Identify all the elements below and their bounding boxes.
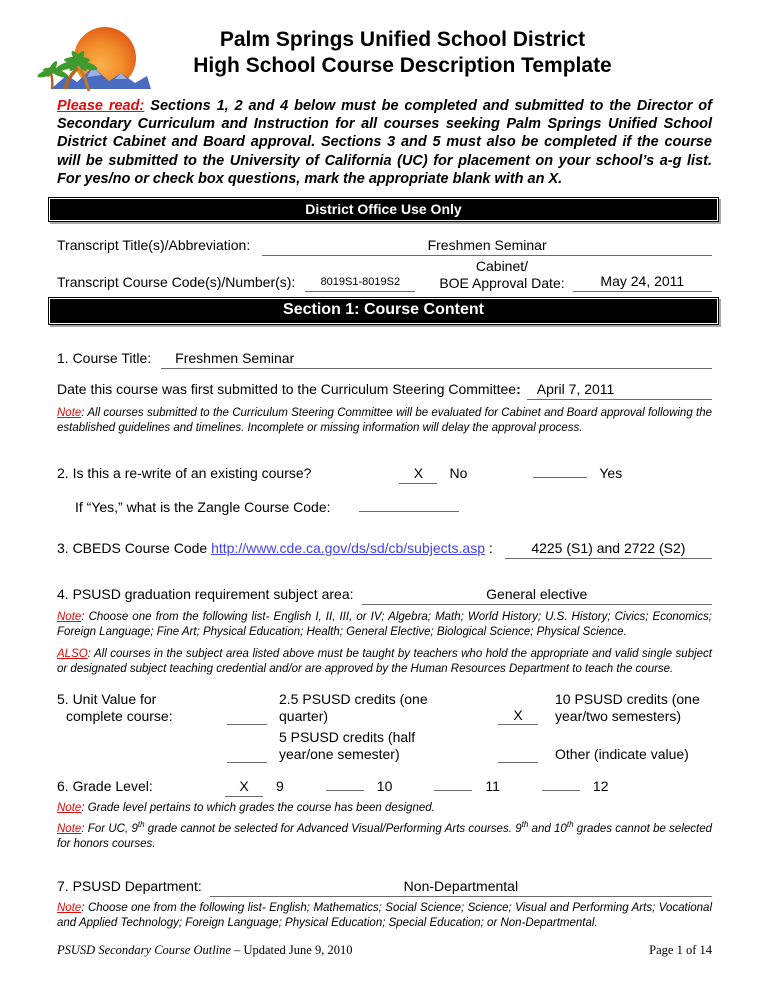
transcript-title-field xyxy=(262,236,712,256)
q4-subject-area-row xyxy=(57,585,712,605)
boe-approval-label-block xyxy=(439,258,564,292)
q4-also-text: All courses in the subject area listed above must be taught by teachers who hold the appropriate and valid single subject or designated subject teaching credential and/or are approved by the Human Resources Department to teach the course. xyxy=(57,648,712,676)
q7-note: Note: Choose one from the following list- English; Mathematics; Social Science; Science; Visual and Performing Arts; Vocational and Applied Technology; Foreign Language; Physical Education; Special Education; or Non-Departmental. xyxy=(57,902,712,930)
q1-course-title-row xyxy=(57,349,712,369)
q4-label: 4. PSUSD graduation requirement subject area: xyxy=(57,586,354,603)
section1-bar xyxy=(48,297,719,325)
q4-note-text: Choose one from the following list- English I, II, III, or IV; Algebra; Math; World History; U.S. History; Civics; Economics; Foreign Language; Fine Art; Physical Education; Health; General Elective; Biological Science; Physical Science. xyxy=(57,611,712,639)
q2-yes-blank xyxy=(533,462,587,478)
q3-cbeds-field xyxy=(505,539,712,559)
q2-zangle-row xyxy=(57,496,712,517)
note-label: Note xyxy=(57,611,82,624)
q4-note: Note: Choose one from the following list- English I, II, III, or IV; Algebra; Math; World History; U.S. History; Civics; Economics; Foreign Language; Fine Art; Physical Education; Health; General Elective; Biological Science; Physical Science. xyxy=(57,611,712,639)
date-submitted-row xyxy=(57,380,712,400)
q5-opt4-line xyxy=(498,761,538,763)
q1-course-title-field xyxy=(161,349,712,369)
q6-grade9-label: 9 xyxy=(276,778,284,795)
date-submitted-label-text: Date this course was first submitted to the Curriculum Steering Committee xyxy=(57,381,517,398)
q6-grade10-label: 10 xyxy=(376,778,393,795)
q2-yes-label: Yes xyxy=(599,465,623,482)
also-label: ALSO xyxy=(57,648,88,661)
document-title xyxy=(57,25,712,79)
q5-opt2-label: 5 PSUSD credits (half year/one semester) xyxy=(279,729,416,763)
q1-label: 1. Course Title: xyxy=(57,350,152,367)
cbeds-subjects-link[interactable]: http://www.cde.ca.gov/ds/sd/cb/subjects.asp xyxy=(211,540,485,557)
title-line-2: High School Course Description Template xyxy=(193,54,612,77)
q5-opt4-label: Other (indicate value) xyxy=(555,746,689,763)
q2-rewrite-row xyxy=(57,462,712,484)
psusd-sun-mountains-palms-logo-icon xyxy=(35,23,153,97)
q4-subject-area-field xyxy=(362,585,713,605)
q5-opt1-blank xyxy=(227,723,279,725)
boe-approval-label: BOE Approval Date: xyxy=(439,275,565,292)
q6-note1: Note: Grade level pertains to which grades the course has been designed. xyxy=(57,802,435,815)
note-text: All courses submitted to the Curriculum Steering Committee will be evaluated for Cabinet and Board approval following the established guidelines and timelines. Incomplete or missing information will delay the approval process. xyxy=(57,407,712,435)
q6-grade11-label: 11 xyxy=(485,778,500,795)
note-curriculum-committee: Note: All courses submitted to the Curriculum Steering Committee will be evaluated for Cabinet and Board approval following the established guidelines and timelines. Incomplete or missing information will delay the approval process. xyxy=(57,407,712,435)
q6-grade12-label: 12 xyxy=(592,778,609,795)
q5-label xyxy=(57,691,227,725)
q5-row-2 xyxy=(57,729,712,763)
q2-label: 2. Is this a re-write of an existing course? xyxy=(57,465,312,482)
q6-note2-text: For UC, 9th grade cannot be selected for Advanced Visual/Performing Arts courses. 9th and 10th grades cannot be selected for honors courses. xyxy=(57,820,713,851)
note-label: Note xyxy=(57,823,82,836)
transcript-title-value: Freshmen Seminar xyxy=(427,237,547,254)
q2-zangle-label: If “Yes,” what is the Zangle Course Code: xyxy=(75,499,331,516)
q5-unit-value-block xyxy=(57,691,712,763)
q5-opt3-mark: X xyxy=(513,707,523,724)
course-code-value: 8019S1-8019S2 xyxy=(320,276,401,289)
q6-note2: Note: For UC, 9th grade cannot be selected for Advanced Visual/Performing Arts courses. 9th and 10th grades cannot be selected for honors courses. xyxy=(57,820,713,851)
course-code-row xyxy=(57,258,712,292)
q3-label xyxy=(57,539,493,558)
q6-grade9-mark: X xyxy=(239,778,249,795)
q6-label: 6. Grade Level: xyxy=(57,778,153,795)
q5-row-1 xyxy=(57,691,712,725)
q5-opt3-label: 10 PSUSD credits (one year/two semesters) xyxy=(555,691,700,725)
q3-cbeds-value: 4225 (S1) and 2722 (S2) xyxy=(531,540,686,557)
q5-opt2-blank xyxy=(227,761,279,763)
q6-grade11-blank xyxy=(434,775,472,791)
q5-opt1-label: 2.5 PSUSD credits (one quarter) xyxy=(279,691,428,725)
document-header xyxy=(57,25,712,89)
q4-subject-area-value: General elective xyxy=(486,586,588,603)
q1-course-title-value: Freshmen Seminar xyxy=(175,350,295,367)
footer-left xyxy=(57,943,352,958)
date-submitted-value: April 7, 2011 xyxy=(536,381,615,398)
q7-department-value: Non-Departmental xyxy=(403,878,519,895)
section1-bar-title: Section 1: Course Content xyxy=(50,299,717,323)
note-label: Note xyxy=(57,802,82,815)
q5-opt3-line xyxy=(498,723,538,725)
boe-approval-date-field xyxy=(573,272,712,292)
title-line-1: Palm Springs Unified School District xyxy=(219,28,586,51)
q6-grade12-blank xyxy=(542,775,580,791)
q7-label: 7. PSUSD Department: xyxy=(57,878,202,895)
q7-note-text: Choose one from the following list- English; Mathematics; Social Science; Science; Visual and Performing Arts; Vocational and Applied Technology; Foreign Language; Physical Education; Special Education; or Non-Departmental. xyxy=(57,902,712,930)
q5-label-line2: complete course: xyxy=(66,708,173,725)
date-submitted-label xyxy=(57,380,521,399)
please-read-lead: Please read: xyxy=(57,98,145,114)
q4-also-note: ALSO: All courses in the subject area listed above must be taught by teachers who hold the appropriate and valid single subject or designated subject teaching credential and/or are approved by the Human Resources Department to teach the course. xyxy=(57,648,712,676)
q2-zangle-blank xyxy=(359,496,459,512)
q3-colon: : xyxy=(488,540,493,557)
q5-opt3-blank xyxy=(498,707,555,725)
q2-no-label: No xyxy=(449,465,468,482)
q2-no-blank xyxy=(399,464,437,484)
course-code-label: Transcript Course Code(s)/Number(s): xyxy=(57,274,296,291)
footer-doc-name: PSUSD Secondary Course Outline xyxy=(57,943,231,958)
cabinet-label: Cabinet/ xyxy=(475,258,529,275)
footer-page-number: Page 1 of 14 xyxy=(649,943,712,958)
date-submitted-field xyxy=(527,380,712,400)
q5-label-line1: 5. Unit Value for xyxy=(57,691,157,708)
please-read-body: Sections 1, 2 and 4 below must be completed and submitted to the Director of Secondary Curriculum and Instruction for all courses seeking Palm Springs Unified School District Cabinet and Board approval. Sections 3 and 5 must also be completed if the course will be submitted to the University of California (UC) for placement on your school’s a-g list. For yes/no or check box questions, mark the appropriate blank with an X. xyxy=(57,98,712,187)
q3-prefix: 3. CBEDS Course Code xyxy=(57,540,208,557)
transcript-title-label: Transcript Title(s)/Abbreviation: xyxy=(57,237,251,254)
date-submitted-colon: : xyxy=(516,381,521,398)
q5-opt4-blank xyxy=(498,761,555,763)
please-read-paragraph xyxy=(57,97,712,188)
q3-cbeds-row xyxy=(57,539,712,559)
q6-grade10-blank xyxy=(326,775,364,791)
page-footer xyxy=(57,943,712,958)
q6-grade9-blank xyxy=(225,776,263,797)
note-label: Note xyxy=(57,902,82,915)
q6-grade-level-row xyxy=(57,775,712,797)
q7-department-field xyxy=(210,876,712,897)
district-office-bar xyxy=(48,197,719,222)
q5-opt1-line xyxy=(227,723,267,725)
note-label: Note xyxy=(57,407,82,420)
footer-updated: – Updated June 9, 2010 xyxy=(230,943,353,958)
transcript-title-row xyxy=(57,236,712,256)
course-code-field xyxy=(305,274,415,292)
boe-approval-date-value: May 24, 2011 xyxy=(600,273,685,290)
q7-department-row xyxy=(57,876,712,897)
q5-opt2-line xyxy=(227,761,267,763)
q6-note1-text: Grade level pertains to which grades the course has been designed. xyxy=(87,802,435,815)
q2-no-mark: X xyxy=(413,465,424,482)
district-office-bar-title: District Office Use Only xyxy=(50,199,717,220)
